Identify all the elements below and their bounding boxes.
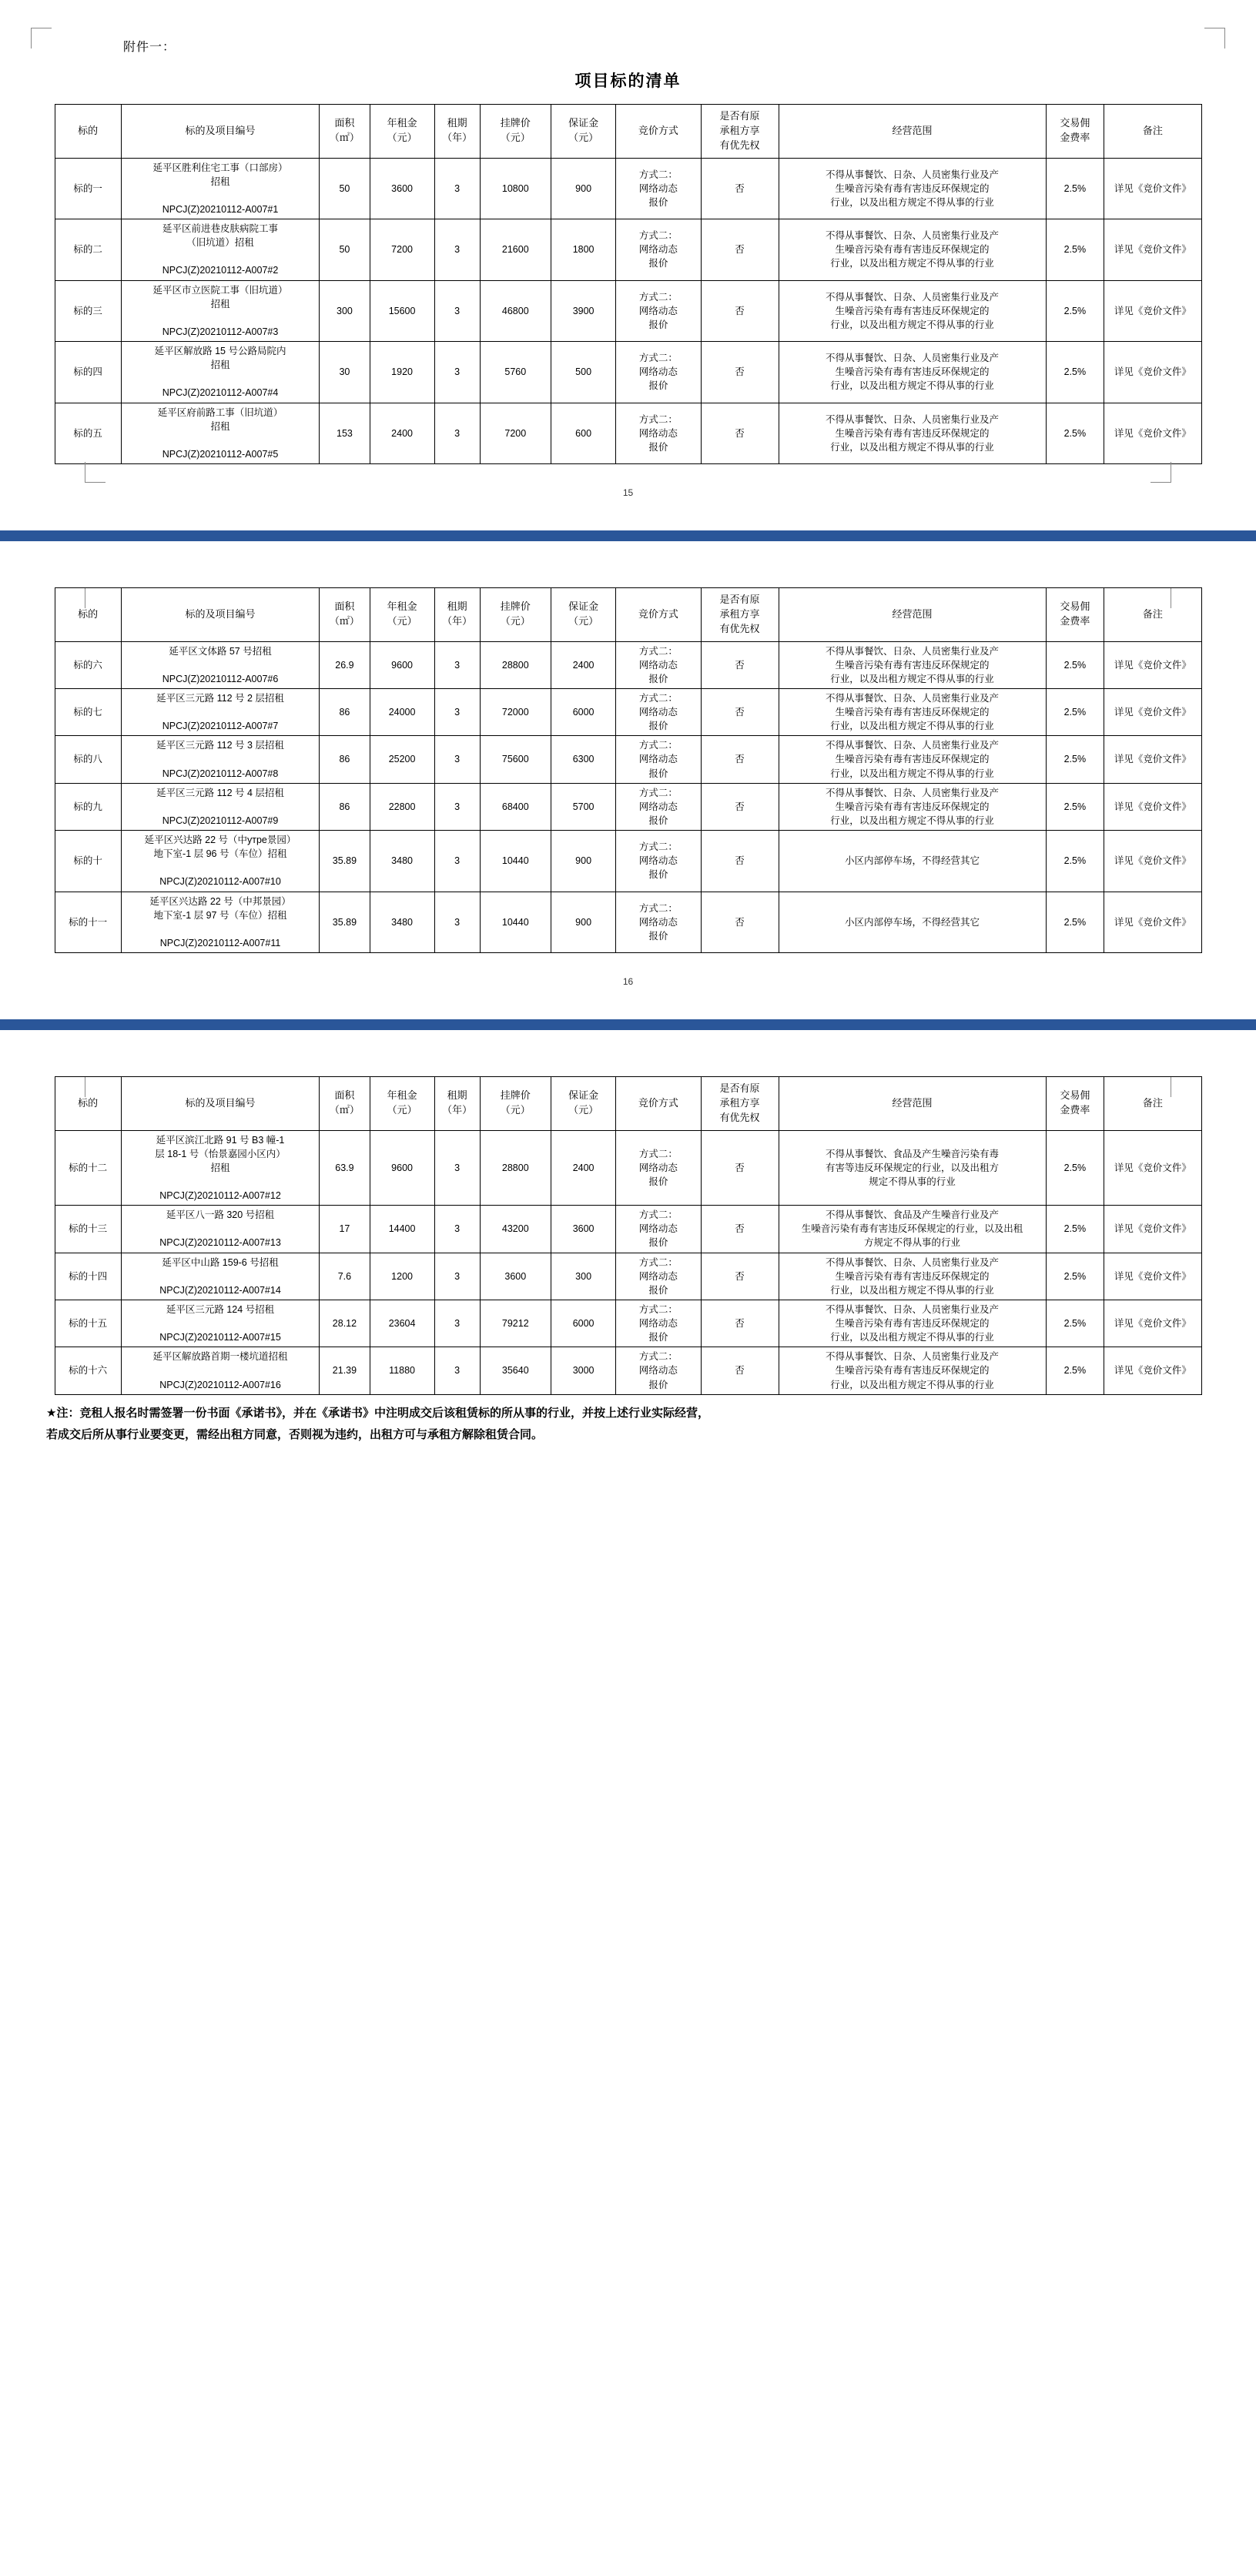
cell-bid-mode: 方式二： 网络动态 报价 [616, 403, 701, 464]
cell-item: 标的八 [55, 736, 121, 783]
cell-term: 3 [434, 1130, 480, 1206]
cell-code: 延平区三元路 112 号 2 层招租 NPCJ(Z)20210112-A007#7 [121, 688, 320, 735]
cell-fee: 2.5% [1046, 641, 1104, 688]
cell-deposit: 300 [551, 1253, 616, 1300]
col-header-remark: 备注 [1104, 105, 1201, 159]
cell-deposit: 600 [551, 403, 616, 464]
cell-rent: 7200 [370, 219, 434, 281]
cell-remark: 详见《竞价文件》 [1104, 1130, 1201, 1206]
cell-deposit: 2400 [551, 1130, 616, 1206]
cell-fee: 2.5% [1046, 1347, 1104, 1394]
col-header-scope: 经营范围 [779, 1077, 1046, 1131]
footnote-line-2: 若成交后所从事行业要变更，需经出租方同意，否则视为违约，出租方可与承租方解除租赁合同。 [46, 1428, 544, 1442]
col-header-area: 面积 （㎡） [320, 105, 370, 159]
cell-term: 3 [434, 892, 480, 953]
page-3 [0, 1030, 1256, 1447]
cell-deposit: 500 [551, 342, 616, 403]
col-header-priority: 是否有原 承租方享 有优先权 [701, 588, 779, 642]
cell-scope: 不得从事餐饮、食品及产生噪音污染有毒 有害等违反环保规定的行业，以及出租方 规定不得从事的行业 [779, 1130, 1046, 1206]
cell-scope: 不得从事餐饮、日杂、人员密集行业及产 生噪音污染有毒有害违反环保规定的 行业，以及出租方规定不得从事的行业 [779, 280, 1046, 342]
cell-rent: 25200 [370, 736, 434, 783]
col-header-remark: 备注 [1104, 1077, 1201, 1131]
cell-rent: 9600 [370, 641, 434, 688]
cell-term: 3 [434, 783, 480, 830]
cell-fee: 2.5% [1046, 1130, 1104, 1206]
cell-price: 10800 [480, 158, 551, 219]
cell-code: 延平区兴达路 22 号（中утре景园） 地下室-1 层 96 号（车位）招租 NPCJ(Z)20210112-A007#10 [121, 831, 320, 892]
col-header-price: 挂牌价 （元） [480, 588, 551, 642]
cell-fee: 2.5% [1046, 280, 1104, 342]
cell-area: 300 [320, 280, 370, 342]
cell-fee: 2.5% [1046, 403, 1104, 464]
cell-rent: 1920 [370, 342, 434, 403]
cell-remark: 详见《竞价文件》 [1104, 688, 1201, 735]
page-2 [0, 541, 1256, 987]
col-header-rent: 年租金 （元） [370, 588, 434, 642]
col-header-fee: 交易佣 金费率 [1046, 105, 1104, 159]
page-gap-1 [0, 498, 1256, 530]
cell-fee: 2.5% [1046, 736, 1104, 783]
page-separator-1 [0, 530, 1256, 541]
table-row [55, 1300, 1201, 1347]
cell-term: 3 [434, 641, 480, 688]
cell-bid-mode: 方式二： 网络动态 报价 [616, 1130, 701, 1206]
cell-scope: 不得从事餐饮、食品及产生噪音行业及产 生噪音污染有毒有害违反环保规定的行业，以及出租 方规定不得从事的行业 [779, 1206, 1046, 1253]
cell-term: 3 [434, 1206, 480, 1253]
cell-area: 86 [320, 736, 370, 783]
cell-term: 3 [434, 831, 480, 892]
cell-priority: 否 [701, 280, 779, 342]
cell-rent: 24000 [370, 688, 434, 735]
page-number-2: 16 [622, 976, 634, 988]
cell-priority: 否 [701, 831, 779, 892]
cell-item: 标的七 [55, 688, 121, 735]
page-number-1: 15 [622, 487, 634, 499]
table-row [55, 1253, 1201, 1300]
cell-term: 3 [434, 1347, 480, 1394]
cell-price: 10440 [480, 892, 551, 953]
cell-price: 72000 [480, 688, 551, 735]
cell-price: 21600 [480, 219, 551, 281]
cell-scope: 不得从事餐饮、日杂、人员密集行业及产 生噪音污染有毒有害违反环保规定的 行业，以及出租方规定不得从事的行业 [779, 158, 1046, 219]
cell-scope: 不得从事餐饮、日杂、人员密集行业及产 生噪音污染有毒有害违反环保规定的 行业，以及出租方规定不得从事的行业 [779, 641, 1046, 688]
page-3-top-space [0, 1030, 1256, 1076]
cell-code: 延平区府前路工事（旧坑道） 招租 NPCJ(Z)20210112-A007#5 [121, 403, 320, 464]
crop-mark-top-left [31, 28, 52, 49]
cell-remark: 详见《竞价文件》 [1104, 736, 1201, 783]
col-header-deposit: 保证金 （元） [551, 105, 616, 159]
page-separator-2 [0, 1019, 1256, 1030]
table-header-row [55, 105, 1201, 159]
cell-price: 35640 [480, 1347, 551, 1394]
cell-rent: 3600 [370, 158, 434, 219]
table-row [55, 688, 1201, 735]
col-header-term: 租期 （年） [434, 1077, 480, 1131]
table-row [55, 736, 1201, 783]
cell-deposit: 5700 [551, 783, 616, 830]
cell-bid-mode: 方式二： 网络动态 报价 [616, 688, 701, 735]
cell-deposit: 6300 [551, 736, 616, 783]
cell-area: 50 [320, 219, 370, 281]
crop-mark-bottom-right [1150, 462, 1171, 483]
cell-rent: 3480 [370, 831, 434, 892]
cell-code: 延平区中山路 159-6 号招租 NPCJ(Z)20210112-A007#14 [121, 1253, 320, 1300]
cell-area: 50 [320, 158, 370, 219]
cell-term: 3 [434, 158, 480, 219]
cell-priority: 否 [701, 641, 779, 688]
cell-code: 延平区市立医院工事（旧坑道） 招租 NPCJ(Z)20210112-A007#3 [121, 280, 320, 342]
cell-term: 3 [434, 280, 480, 342]
page-1 [0, 0, 1256, 498]
cell-scope: 不得从事餐饮、日杂、人员密集行业及产 生噪音污染有毒有害违反环保规定的 行业，以及出租方规定不得从事的行业 [779, 219, 1046, 281]
col-header-priority: 是否有原 承租方享 有优先权 [701, 105, 779, 159]
cell-priority: 否 [701, 1347, 779, 1394]
cell-code: 延平区三元路 112 号 4 层招租 NPCJ(Z)20210112-A007#9 [121, 783, 320, 830]
cell-rent: 14400 [370, 1206, 434, 1253]
cell-rent: 3480 [370, 892, 434, 953]
table-row [55, 892, 1201, 953]
cell-term: 3 [434, 219, 480, 281]
table-row [55, 158, 1201, 219]
cell-deposit: 3600 [551, 1206, 616, 1253]
cell-remark: 详见《竞价文件》 [1104, 892, 1201, 953]
col-header-item: 标的 [55, 105, 121, 159]
col-header-item: 标的 [55, 1077, 121, 1131]
cell-price: 79212 [480, 1300, 551, 1347]
col-header-priority: 是否有原 承租方享 有优先权 [701, 1077, 779, 1131]
cell-remark: 详见《竞价文件》 [1104, 1253, 1201, 1300]
table-row [55, 342, 1201, 403]
cell-item: 标的五 [55, 403, 121, 464]
cell-remark: 详见《竞价文件》 [1104, 1347, 1201, 1394]
cell-fee: 2.5% [1046, 1253, 1104, 1300]
cell-price: 7200 [480, 403, 551, 464]
cell-fee: 2.5% [1046, 892, 1104, 953]
attachment-label: 附件一： [123, 41, 176, 54]
cell-scope: 不得从事餐饮、日杂、人员密集行业及产 生噪音污染有毒有害违反环保规定的 行业，以及出租方规定不得从事的行业 [779, 1347, 1046, 1394]
cell-deposit: 900 [551, 158, 616, 219]
cell-area: 30 [320, 342, 370, 403]
cell-remark: 详见《竞价文件》 [1104, 342, 1201, 403]
cell-price: 5760 [480, 342, 551, 403]
cell-item: 标的二 [55, 219, 121, 281]
col-header-area: 面积 （㎡） [320, 588, 370, 642]
cell-term: 3 [434, 342, 480, 403]
cell-deposit: 2400 [551, 641, 616, 688]
cell-rent: 1200 [370, 1253, 434, 1300]
col-header-area: 面积 （㎡） [320, 1077, 370, 1131]
cell-area: 86 [320, 783, 370, 830]
table-row [55, 219, 1201, 281]
cell-priority: 否 [701, 158, 779, 219]
cell-remark: 详见《竞价文件》 [1104, 1206, 1201, 1253]
col-header-price: 挂牌价 （元） [480, 105, 551, 159]
cell-price: 10440 [480, 831, 551, 892]
cell-bid-mode: 方式二： 网络动态 报价 [616, 1347, 701, 1394]
col-header-scope: 经营范围 [779, 588, 1046, 642]
cell-priority: 否 [701, 783, 779, 830]
listing-table-1 [55, 104, 1202, 464]
cell-item: 标的十一 [55, 892, 121, 953]
col-header-bid-mode: 竞价方式 [616, 105, 701, 159]
table-container-2 [0, 587, 1256, 953]
cell-price: 3600 [480, 1253, 551, 1300]
cell-fee: 2.5% [1046, 783, 1104, 830]
cell-fee: 2.5% [1046, 342, 1104, 403]
cell-area: 63.9 [320, 1130, 370, 1206]
cell-bid-mode: 方式二： 网络动态 报价 [616, 736, 701, 783]
cell-item: 标的十四 [55, 1253, 121, 1300]
cell-scope: 小区内部停车场，不得经营其它 [779, 831, 1046, 892]
cell-item: 标的十 [55, 831, 121, 892]
cell-item: 标的九 [55, 783, 121, 830]
cell-remark: 详见《竞价文件》 [1104, 280, 1201, 342]
cell-priority: 否 [701, 342, 779, 403]
cell-code: 延平区胜利住宅工事（口部房） 招租 NPCJ(Z)20210112-A007#1 [121, 158, 320, 219]
cell-scope: 不得从事餐饮、日杂、人员密集行业及产 生噪音污染有毒有害违反环保规定的 行业，以及出租方规定不得从事的行业 [779, 342, 1046, 403]
cell-item: 标的四 [55, 342, 121, 403]
cell-bid-mode: 方式二： 网络动态 报价 [616, 1300, 701, 1347]
cell-code: 延平区前进巷皮肤病院工事 （旧坑道）招租 NPCJ(Z)20210112-A007#2 [121, 219, 320, 281]
cell-code: 延平区八一路 320 号招租 NPCJ(Z)20210112-A007#13 [121, 1206, 320, 1253]
col-header-deposit: 保证金 （元） [551, 1077, 616, 1131]
cell-item: 标的六 [55, 641, 121, 688]
cell-remark: 详见《竞价文件》 [1104, 403, 1201, 464]
col-header-remark: 备注 [1104, 588, 1201, 642]
cell-bid-mode: 方式二： 网络动态 报价 [616, 1253, 701, 1300]
cell-remark: 详见《竞价文件》 [1104, 219, 1201, 281]
col-header-deposit: 保证金 （元） [551, 588, 616, 642]
cell-code: 延平区兴达路 22 号（中邦景园） 地下室-1 层 97 号（车位）招租 NPCJ(Z)20210112-A007#11 [121, 892, 320, 953]
cell-priority: 否 [701, 1206, 779, 1253]
cell-rent: 23604 [370, 1300, 434, 1347]
cell-priority: 否 [701, 1253, 779, 1300]
col-header-code: 标的及项目编号 [121, 1077, 320, 1131]
cell-price: 28800 [480, 1130, 551, 1206]
page-title: 项目标的清单 [574, 72, 682, 90]
cell-term: 3 [434, 403, 480, 464]
cell-bid-mode: 方式二： 网络动态 报价 [616, 831, 701, 892]
cell-area: 7.6 [320, 1253, 370, 1300]
table-row [55, 831, 1201, 892]
cell-scope: 不得从事餐饮、日杂、人员密集行业及产 生噪音污染有毒有害违反环保规定的 行业，以及出租方规定不得从事的行业 [779, 688, 1046, 735]
cell-item: 标的十二 [55, 1130, 121, 1206]
table-container-1 [0, 104, 1256, 464]
cell-priority: 否 [701, 892, 779, 953]
cell-fee: 2.5% [1046, 219, 1104, 281]
cell-scope: 不得从事餐饮、日杂、人员密集行业及产 生噪音污染有毒有害违反环保规定的 行业，以及出租方规定不得从事的行业 [779, 403, 1046, 464]
cell-fee: 2.5% [1046, 1300, 1104, 1347]
cell-area: 28.12 [320, 1300, 370, 1347]
col-header-rent: 年租金 （元） [370, 1077, 434, 1131]
cell-code: 延平区滨江北路 91 号 B3 幢-1 层 18-1 号（怡景嘉园小区内） 招租 NPCJ(Z)20210112-A007#12 [121, 1130, 320, 1206]
cell-code: 延平区三元路 112 号 3 层招租 NPCJ(Z)20210112-A007#8 [121, 736, 320, 783]
listing-table-3 [55, 1076, 1202, 1395]
col-header-fee: 交易佣 金费率 [1046, 588, 1104, 642]
cell-deposit: 6000 [551, 688, 616, 735]
cell-remark: 详见《竞价文件》 [1104, 641, 1201, 688]
table-row [55, 641, 1201, 688]
cell-price: 68400 [480, 783, 551, 830]
cell-bid-mode: 方式二： 网络动态 报价 [616, 158, 701, 219]
cell-price: 28800 [480, 641, 551, 688]
col-header-rent: 年租金 （元） [370, 105, 434, 159]
cell-rent: 2400 [370, 403, 434, 464]
cell-rent: 11880 [370, 1347, 434, 1394]
cell-remark: 详见《竞价文件》 [1104, 158, 1201, 219]
cell-bid-mode: 方式二： 网络动态 报价 [616, 219, 701, 281]
col-header-bid-mode: 竞价方式 [616, 1077, 701, 1131]
cell-code: 延平区文体路 57 号招租 NPCJ(Z)20210112-A007#6 [121, 641, 320, 688]
footnote [46, 1403, 1210, 1447]
listing-table-2 [55, 587, 1202, 953]
crop-mark-bottom-left [85, 462, 106, 483]
table-header-row [55, 588, 1201, 642]
col-header-bid-mode: 竞价方式 [616, 588, 701, 642]
cell-deposit: 3900 [551, 280, 616, 342]
table-body-3 [55, 1130, 1201, 1394]
cell-fee: 2.5% [1046, 1206, 1104, 1253]
cell-bid-mode: 方式二： 网络动态 报价 [616, 641, 701, 688]
cell-area: 35.89 [320, 831, 370, 892]
table-row [55, 403, 1201, 464]
col-header-item: 标的 [55, 588, 121, 642]
col-header-code: 标的及项目编号 [121, 105, 320, 159]
cell-priority: 否 [701, 1300, 779, 1347]
cell-fee: 2.5% [1046, 158, 1104, 219]
cell-area: 153 [320, 403, 370, 464]
cell-rent: 22800 [370, 783, 434, 830]
cell-deposit: 3000 [551, 1347, 616, 1394]
cell-item: 标的十六 [55, 1347, 121, 1394]
col-header-price: 挂牌价 （元） [480, 1077, 551, 1131]
cell-area: 86 [320, 688, 370, 735]
cell-deposit: 900 [551, 831, 616, 892]
cell-bid-mode: 方式二： 网络动态 报价 [616, 342, 701, 403]
cell-code: 延平区三元路 124 号招租 NPCJ(Z)20210112-A007#15 [121, 1300, 320, 1347]
cell-remark: 详见《竞价文件》 [1104, 1300, 1201, 1347]
table-row [55, 783, 1201, 830]
cell-scope: 小区内部停车场，不得经营其它 [779, 892, 1046, 953]
cell-rent: 9600 [370, 1130, 434, 1206]
cell-bid-mode: 方式二： 网络动态 报价 [616, 892, 701, 953]
cell-scope: 不得从事餐饮、日杂、人员密集行业及产 生噪音污染有毒有害违反环保规定的 行业，以及出租方规定不得从事的行业 [779, 783, 1046, 830]
cell-remark: 详见《竞价文件》 [1104, 831, 1201, 892]
cell-code: 延平区解放路 15 号公路局院内 招租 NPCJ(Z)20210112-A007#4 [121, 342, 320, 403]
cell-deposit: 1800 [551, 219, 616, 281]
cell-item: 标的一 [55, 158, 121, 219]
cell-fee: 2.5% [1046, 688, 1104, 735]
cell-priority: 否 [701, 403, 779, 464]
cell-area: 21.39 [320, 1347, 370, 1394]
table-body-1 [55, 158, 1201, 464]
col-header-scope: 经营范围 [779, 105, 1046, 159]
table-row [55, 1206, 1201, 1253]
cell-deposit: 900 [551, 892, 616, 953]
cell-priority: 否 [701, 219, 779, 281]
cell-priority: 否 [701, 1130, 779, 1206]
cell-area: 26.9 [320, 641, 370, 688]
cell-bid-mode: 方式二： 网络动态 报价 [616, 783, 701, 830]
cell-price: 46800 [480, 280, 551, 342]
cell-item: 标的三 [55, 280, 121, 342]
table-container-3 [0, 1076, 1256, 1395]
footnote-line-1: ★注：竞租人报名时需签署一份书面《承诺书》，并在《承诺书》中注明成交后该租赁标的所从事的行业，并按上述行业实际经营， [46, 1406, 709, 1420]
page-gap-2 [0, 987, 1256, 1019]
crop-mark-top-right [1204, 28, 1225, 49]
cell-deposit: 6000 [551, 1300, 616, 1347]
table-header-row [55, 1077, 1201, 1131]
cell-item: 标的十五 [55, 1300, 121, 1347]
col-header-term: 租期 （年） [434, 588, 480, 642]
col-header-term: 租期 （年） [434, 105, 480, 159]
cell-area: 35.89 [320, 892, 370, 953]
page-2-top-space [0, 541, 1256, 587]
cell-item: 标的十三 [55, 1206, 121, 1253]
cell-scope: 不得从事餐饮、日杂、人员密集行业及产 生噪音污染有毒有害违反环保规定的 行业，以及出租方规定不得从事的行业 [779, 736, 1046, 783]
cell-fee: 2.5% [1046, 831, 1104, 892]
cell-bid-mode: 方式二： 网络动态 报价 [616, 280, 701, 342]
cell-price: 43200 [480, 1206, 551, 1253]
col-header-code: 标的及项目编号 [121, 588, 320, 642]
cell-scope: 不得从事餐饮、日杂、人员密集行业及产 生噪音污染有毒有害违反环保规定的 行业，以及出租方规定不得从事的行业 [779, 1300, 1046, 1347]
cell-rent: 15600 [370, 280, 434, 342]
table-row [55, 280, 1201, 342]
cell-priority: 否 [701, 736, 779, 783]
table-row [55, 1347, 1201, 1394]
cell-term: 3 [434, 736, 480, 783]
cell-term: 3 [434, 1253, 480, 1300]
col-header-fee: 交易佣 金费率 [1046, 1077, 1104, 1131]
cell-bid-mode: 方式二： 网络动态 报价 [616, 1206, 701, 1253]
cell-area: 17 [320, 1206, 370, 1253]
cell-priority: 否 [701, 688, 779, 735]
cell-scope: 不得从事餐饮、日杂、人员密集行业及产 生噪音污染有毒有害违反环保规定的 行业，以及出租方规定不得从事的行业 [779, 1253, 1046, 1300]
cell-remark: 详见《竞价文件》 [1104, 783, 1201, 830]
cell-code: 延平区解放路首期一楼坑道招租 NPCJ(Z)20210112-A007#16 [121, 1347, 320, 1394]
cell-term: 3 [434, 688, 480, 735]
cell-price: 75600 [480, 736, 551, 783]
table-row [55, 1130, 1201, 1206]
table-body-2 [55, 641, 1201, 953]
cell-term: 3 [434, 1300, 480, 1347]
